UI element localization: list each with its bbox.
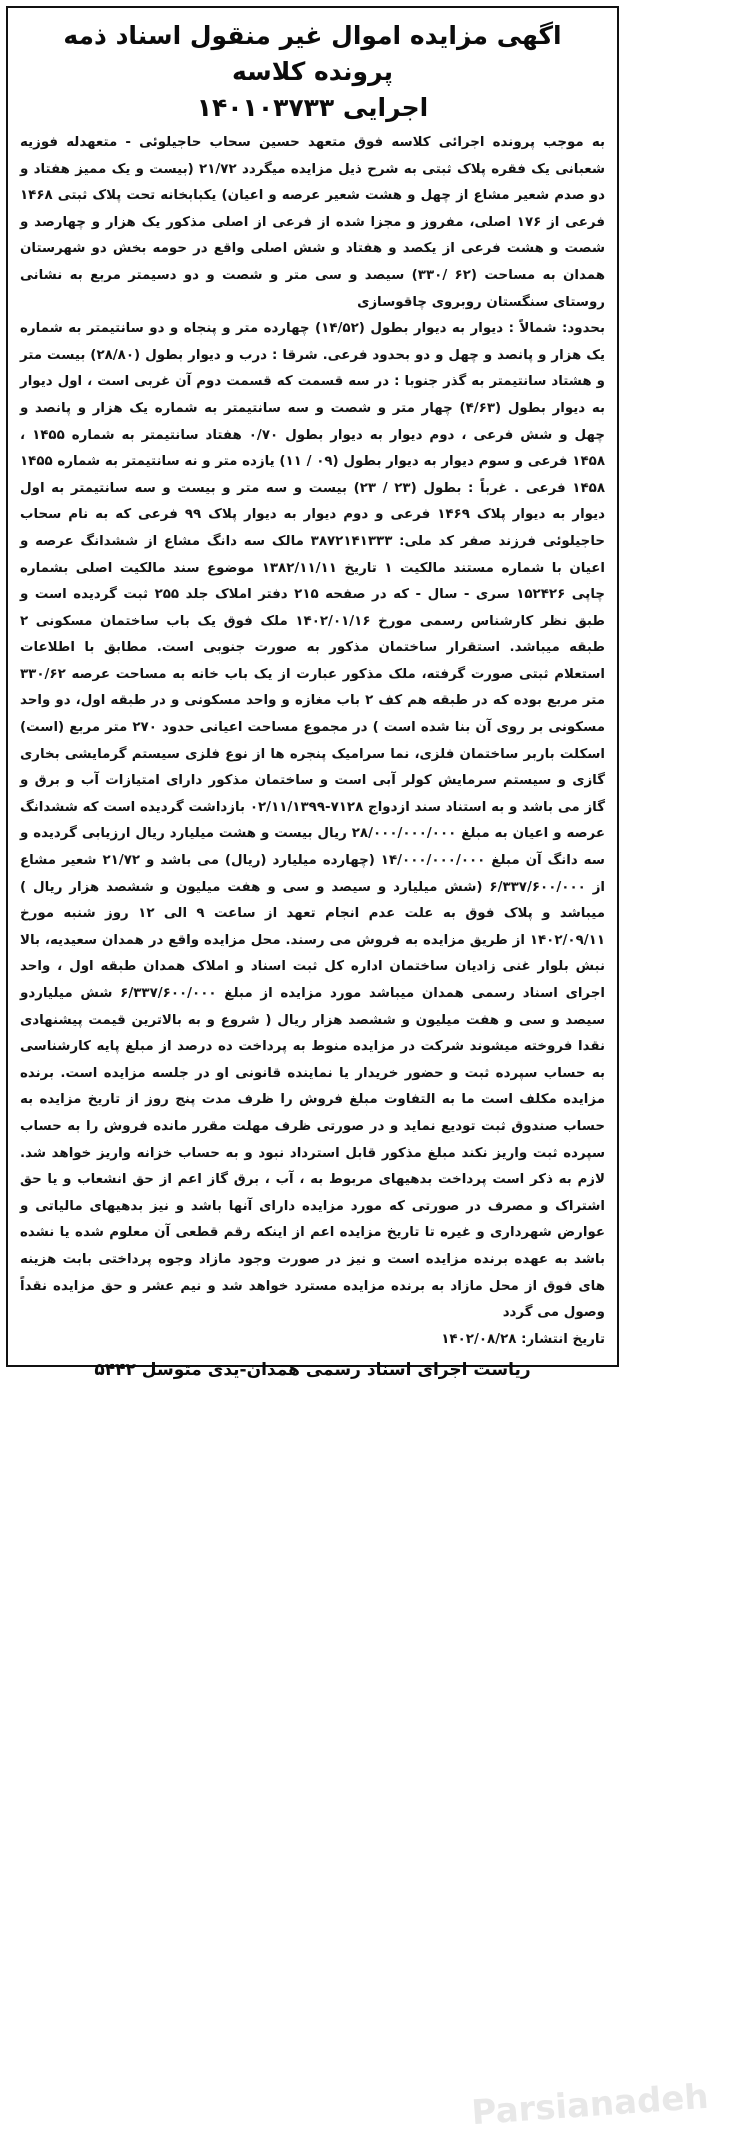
notice-title: اگهی مزایده اموال غیر منقول اسناد ذمه پرونده کلاسه xyxy=(63,21,562,86)
watermark: Parsianadeh xyxy=(470,2077,710,2134)
boundaries-and-terms: بحدود: شمالاً : دیوار به دیوار بطول (۱۴/۵۲) چهارده متر و پنجاه و دو سانتیمتر به شماره یک هزار و پانصد و چهل و دو بحدود فرعی. شرقا : درب و دیوار بطول (۲۸/۸۰) بیست متر و هشتاد سانتیمتر به گذر جنوبا : در سه قسمت که قسمت دوم آن غربی است ، اول دیوار به دیوار بطول (۴/۶۳) چهار متر و شصت و سه سانتیمتر به شماره یک هزار و پانصد و چهل و شش فرعی ، دوم دیوار به دیوار بطول ۰/۷۰ هفتاد سانتیمتر به شماره ۱۴۵۵ ، ۱۴۵۸ فرعی و سوم دیوار به دیوار بطول (۰۹ / ۱۱) یازده متر و نه سانتیمتر به شماره ۱۴۵۵ ۱۴۵۸ فرعی . غرباً : بطول (۲۳ / ۲۳) بیست و سه متر و بیست و سه سانتیمتر به اول دیوار به دیوار پلاک ۱۴۶۹ فرعی و دوم دیوار به دیوار پلاک ۹۹ فرعی که به نام سحاب حاجیلوئی فرزند صفر کد ملی: ۳۸۷۲۱۴۱۳۳۳ مالک سه دانگ مشاع از ششدانگ عرصه و اعیان با شماره مستند مالکیت ۱ تاریخ ۱۳۸۲/۱۱/۱۱ موضوع سند مالکیت اصلی بشماره چاپی ۱۵۲۴۲۶ سری - سال - که در صفحه ۲۱۵ دفتر املاک جلد ۲۵۵ ثبت گردیده است و طبق نظر کارشناس رسمی مورخ ۱۴۰۲/۰۱/۱۶ ملک فوق یک باب ساختمان مسکونی ۲ طبقه میباشد. استقرار ساختمان مذکور به صورت جنوبی است. مطابق با اطلاعات استعلام ثبتی صورت گرفته، ملک مذکور عبارت از یک باب خانه به مساحت عرصه ۳۳۰/۶۲ متر مربع بوده که در طبقه هم کف ۲ باب مغازه و واحد مسکونی و در طبقه اول، دو واحد مسکونی بر روی آن بنا شده است ) در مجموع مساحت اعیانی حدود ۲۷۰ متر مربع (است) اسکلت باربر ساختمان فلزی، نما سرامیک پنجره ها از نوع فلزی سیستم گرمایشی بخاری گازی و سیستم سرمایش کولر آبی است و ساختمان مذکور دارای امتیازات آب و برق و گاز می باشد و به استناد سند ازدواج ۷۱۲۸-۰۲/۱۱/۱۳۹۹ بازداشت گردیده است که ششدانگ عرصه و اعیان به مبلغ ۲۸/۰۰۰/۰۰۰/۰۰۰ ریال بیست و هشت میلیارد ریال ارزیابی گردیده و سه دانگ آن مبلغ ۱۴/۰۰۰/۰۰۰/۰۰۰ (چهارده میلیارد (ریال) می باشد و ۲۱/۷۲ شعیر مشاع از ۶/۳۳۷/۶۰۰/۰۰۰ (شش میلیارد و سیصد و سی و هفت میلیون و ششصد هزار ریال ) میباشد و پلاک فوق به علت عدم انجام تعهد از ساعت ۹ الی ۱۲ روز شنبه مورخ ۱۴۰۲/۰۹/۱۱ از طریق مزایده به فروش می رسند. محل مزایده واقع در همدان سعیدیه، بالا نبش بلوار غنی زادیان ساختمان اداره کل ثبت اسناد و املاک همدان طبقه اول ، واحد اجرای اسناد رسمی همدان میباشد مورد مزایده از مبلغ ۶/۳۳۷/۶۰۰/۰۰۰ شش میلیاردو سیصد و سی و هفت میلیون و ششصد هزار ریال ( شروع و به بالاترین قیمت پیشنهادی نقدا فروخته میشوند شرکت در مزایده منوط به پرداخت ده درصد از مبلغ پایه کارشناسی به حساب سپرده ثبت و حضور خریدار یا نماینده قانونی او در جلسه مزایده است. برنده مزایده مکلف است ما به التفاوت مبلغ فروش را ظرف مدت پنج روز از تاریخ مزایده به حساب صندوق ثبت تودیع نماید و در صورتی ظرف مهلت مقرر مانده فروش را به حساب سپرده ثبت واریز نکند مبلغ مذکور قابل استرداد نبود و به حساب خزانه واریز خواهد شد. لازم به ذکر است پرداخت بدهیهای مربوط به ، آب ، برق گاز اعم از حق انشعاب و یا حق اشتراک و مصرف در صورتی که مورد مزایده دارای آنها باشد و نیز بدهیهای مالیاتی و عوارض شهرداری و غیره تا تاریخ مزایده اعم از اینکه رقم قطعی آن معلوم شده یا نشده باشد به عهده برنده مزایده است و نیز در صورت وجود مازاد وجوه پرداختی بابت هزینه های فوق از محل مازاد به برنده مزایده مسترد خواهد شد و نیم عشر و حق مزایده نقداً وصول می گردد xyxy=(20,321,606,1321)
property-description: به موجب پرونده اجرائی کلاسه فوق متعهد حسین سحاب حاجیلوئی - متعهدله فوزیه شعبانی یک فقره پلاک ثبتی به شرح ذیل مزایده میگردد ۲۱/۷۲ (بیست و یک ممیز هفتاد و دو صدم شعیر مشاع از چهل و هشت شعیر عرصه و اعیان) یکبابخانه تحت پلاک ثبتی ۱۴۶۸ فرعی از ۱۷۶ اصلی، مفروز و مجزا شده از فرعی از اصلی مذکور یک هزار و چهارصد و شصت و هشت فرعی از یکصد و هفتاد و شش اصلی واقع در حومه بخش دو شهرستان همدان به مساحت (۶۲ /۳۳۰) سیصد و سی متر و شصت و دو دسیمتر مربع به نشانی روستای سنگستان روبروی چاقوسازی xyxy=(20,135,606,310)
signature-footer: ریاست اجرای اسناد رسمی همدان-یدی متوسل ۵۴۴۲ xyxy=(94,1360,531,1381)
case-number: اجرایی ۱۴۰۱۰۳۷۳۳ xyxy=(196,93,429,122)
publish-date: تاریخ انتشار: ۱۴۰۲/۰۸/۲۸ xyxy=(441,1331,605,1347)
notice-box xyxy=(6,6,710,2134)
notice-body xyxy=(20,130,605,1327)
